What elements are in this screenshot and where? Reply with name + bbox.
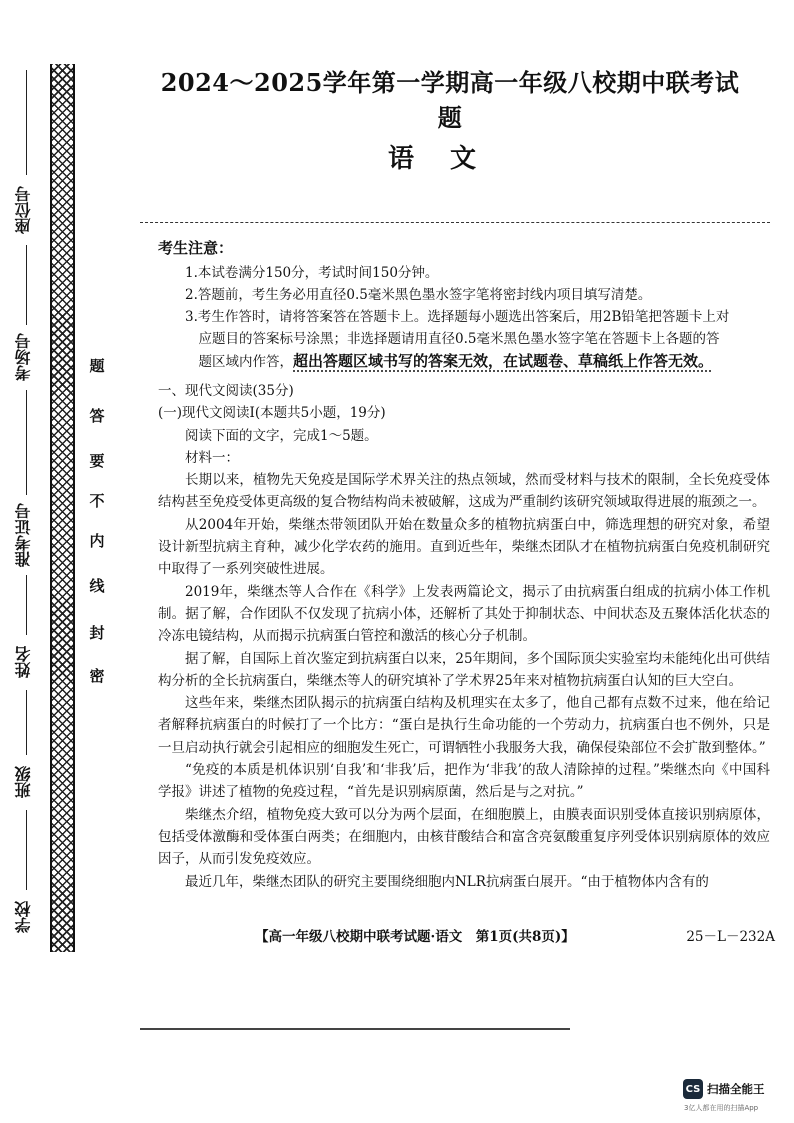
paragraph: 长期以来，植物先天免疫是国际学术界关注的热点领域，然而受材料与技术的限制，全长免疫受体结构甚至免疫受体更高级的复合物结构尚未被破解，这成为严重制约该研究领域取得进展的瓶颈之一。 <box>158 472 770 511</box>
section-heading: 一、现代文阅读(35分) <box>158 383 294 399</box>
material-label: 材料一： <box>185 449 239 466</box>
exam-title: 2024～2025学年第一学期高一年级八校期中联考试题 <box>160 68 740 132</box>
exam-id-field <box>12 500 42 570</box>
notice-item-last <box>185 350 775 373</box>
paragraph: 最近几年，柴继杰团队的研究主要围绕细胞内NLR抗病蛋白展开。“由于植物体内含有的 <box>185 873 709 890</box>
reading-content <box>158 380 770 893</box>
paragraph: 2019年，柴继杰等人合作在《科学》上发表两篇论文，揭示了由抗病蛋白组成的抗病小体工作机制。据了解，合作团队不仅发现了抗病小体，还解析了其处于抑制状态、中间状态及五聚体活化状态的冷冻电镜结构，从而揭示抗病蛋白管控和激活的核心分子机制。 <box>158 583 770 645</box>
notice-item: 1.本试卷满分150分，考试时间150分钟。 <box>185 265 439 281</box>
class-label: 班级 <box>14 766 33 799</box>
seal-pattern-strip <box>50 64 75 952</box>
name-field <box>12 640 42 685</box>
seal-char: 内 <box>89 532 105 550</box>
footer-label: 【高一年级八校期中联考试题·语文 第1页(共8页)】 <box>255 929 575 945</box>
notice-item-cont: 应题目的答案标号涂黑；非选择题请用直径0.5毫米黑色墨水签字笔在答题卡上各题的答 <box>198 331 720 347</box>
school-line <box>26 810 27 890</box>
paragraph: “免疫的本质是机体识别‘自我’和‘非我’后，把作为‘非我’的敌人清除掉的过程。”柴继杰向《中国科学报》讲述了植物的免疫过程，“首先是识别病原菌，然后是与之对抗。” <box>158 762 770 801</box>
seal-char: 封 <box>89 624 105 642</box>
notice-item-last-prefix: 题区域内作答， <box>198 354 293 370</box>
exam-id-label: 准考证号 <box>14 503 33 567</box>
exam-room-label: 考场号 <box>14 333 33 382</box>
divider <box>140 222 770 223</box>
notice-list <box>185 262 775 373</box>
subject-title: 语文 <box>387 144 512 174</box>
instruction: 阅读下面的文字，完成1～5题。 <box>185 427 378 444</box>
paragraph: 据了解，自国际上首次鉴定到抗病蛋白以来，25年期间，多个国际顶尖实验室均未能纯化出可供结构分析的全长抗病蛋白，柴继杰等人的研究填补了学术界25年来对植物抗病蛋白认知的巨大空白。 <box>158 650 770 689</box>
paragraph: 这些年来，柴继杰团队揭示的抗病蛋白结构及机理实在太多了，他自己都有点数不过来，他在给记者解释抗病蛋白的时候打了一个比方：“蛋白是执行生命功能的一个劳动力，抗病蛋白也不例外，只是一旦启动执行就会引起相应的细胞发生死亡，可谓牺牲小我服务大我，确保侵染部位不会扩散到整体。” <box>158 695 770 756</box>
exam-room-line <box>26 245 27 325</box>
seal-char: 答 <box>89 407 105 425</box>
footer-code: 25－L－232A <box>686 929 775 945</box>
seal-char: 要 <box>89 452 105 470</box>
notice-emphasis: 超出答题区域书写的答案无效，在试题卷、草稿纸上作答无效。 <box>293 352 714 370</box>
paragraph: 从2004年开始，柴继杰带领团队开始在数量众多的植物抗病蛋白中，筛选理想的研究对象，希望设计新型抗病主育种，减少化学农药的施用。直到近些年，柴继杰团队才在植物抗病蛋白免疫机制研究中取得了一系列突破性进展。 <box>158 516 770 578</box>
seal-char: 题 <box>89 357 105 375</box>
school-label: 学校 <box>14 901 33 934</box>
school-field <box>12 895 42 940</box>
exam-room-field <box>12 330 42 385</box>
exam-id-line <box>26 390 27 495</box>
binding-margin <box>0 0 125 1123</box>
paragraph: 柴继杰介绍，植物免疫大致可以分为两个层面，在细胞膜上，由膜表面识别受体直接识别病原体，包括受体激酶和受体蛋白两类；在细胞内，由核苷酸结合和富含亮氨酸重复序列受体识别病原体的效应因子，从而引发免疫效应。 <box>158 806 770 868</box>
scanner-logo-icon: CS <box>683 1079 703 1099</box>
scanner-tagline: 3亿人都在用的扫描App <box>684 1104 759 1112</box>
bottom-rule <box>140 1028 570 1030</box>
seal-char: 线 <box>89 577 105 595</box>
seal-char: 不 <box>89 492 105 510</box>
scanner-watermark <box>683 1079 765 1099</box>
class-field <box>12 760 42 805</box>
name-label: 姓名 <box>14 646 33 679</box>
scanner-name: 扫描全能王 <box>707 1082 765 1096</box>
page-footer <box>255 925 775 945</box>
notice-title: 考生注意： <box>158 239 234 257</box>
subsection-heading: (一)现代文阅读Ⅰ(本题共5小题，19分) <box>158 405 386 422</box>
notice-item: 2.答题前，考生务必用直径0.5毫米黑色墨水签字笔将密封线内项目填写清楚。 <box>185 287 652 303</box>
notice-item: 3.考生作答时，请将答案答在答题卡上。选择题每小题选出答案后，用2B铅笔把答题卡上对 <box>185 309 730 325</box>
seal-char: 密 <box>89 667 105 685</box>
seat-number-field <box>12 180 42 240</box>
seat-number-line <box>26 70 27 175</box>
class-line <box>26 690 27 755</box>
seat-number-label: 座位号 <box>14 186 33 234</box>
name-line <box>26 575 27 635</box>
